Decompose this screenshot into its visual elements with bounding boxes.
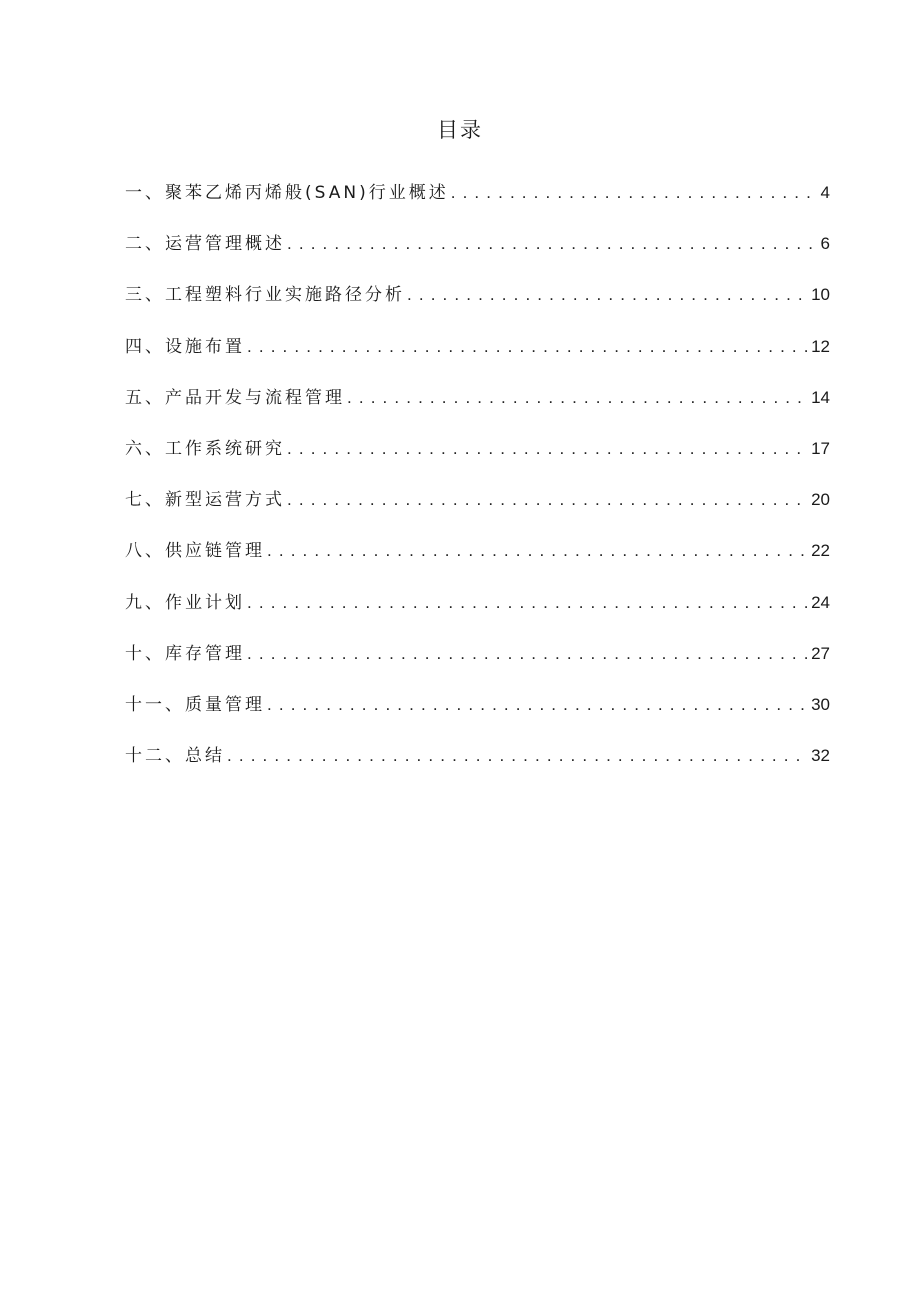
toc-entry-label: 聚苯乙烯丙烯般(SAN)行业概述 [165, 183, 449, 203]
toc-entry-page: 4 [820, 183, 830, 202]
dot-leader [287, 432, 807, 466]
toc-entry-number: 十、 [125, 643, 165, 664]
toc-entry-number: 二、 [125, 234, 165, 255]
toc-list [125, 176, 830, 790]
toc-entry[interactable] [125, 330, 830, 381]
toc-entry-label: 新型运营方式 [165, 490, 285, 511]
toc-entry-page: 20 [811, 490, 830, 510]
toc-entry-number: 九、 [125, 592, 165, 613]
toc-entry-number: 四、 [125, 336, 165, 357]
toc-entry-label: 工程塑料行业实施路径分析 [165, 285, 405, 306]
toc-entry-page: 22 [811, 541, 830, 561]
dot-leader [247, 637, 807, 671]
toc-entry[interactable] [125, 586, 830, 637]
toc-entry-page: 14 [811, 387, 830, 407]
toc-entry[interactable] [125, 432, 830, 483]
toc-entry-page: 10 [811, 285, 830, 305]
toc-entry-label: 运营管理概述 [165, 234, 285, 255]
dot-leader [287, 483, 807, 517]
toc-entry-label: 设施布置 [165, 336, 245, 357]
toc-entry[interactable] [125, 381, 830, 432]
toc-entry-page: 27 [811, 643, 830, 663]
toc-entry-number: 八、 [125, 541, 165, 562]
toc-entry-page: 32 [811, 746, 830, 766]
toc-entry-number: 十一、 [125, 694, 185, 715]
dot-leader [451, 176, 817, 210]
toc-entry-page: 24 [811, 592, 830, 612]
toc-entry-number: 一、 [125, 183, 165, 203]
toc-entry-page: 17 [811, 438, 830, 458]
toc-entry-label: 质量管理 [185, 694, 265, 715]
dot-leader [227, 739, 807, 773]
toc-entry-number: 五、 [125, 387, 165, 408]
toc-entry[interactable] [125, 637, 830, 688]
toc-title: 目录 [437, 118, 483, 142]
dot-leader [407, 278, 807, 312]
toc-entry-page: 6 [820, 234, 830, 254]
toc-entry-number: 六、 [125, 438, 165, 459]
toc-entry-label: 工作系统研究 [165, 438, 285, 459]
toc-entry-label: 供应链管理 [165, 541, 265, 562]
toc-entry-number: 三、 [125, 285, 165, 306]
toc-entry-page: 12 [811, 336, 830, 356]
toc-entry-label: 作业计划 [165, 592, 245, 613]
dot-leader [347, 381, 807, 415]
toc-entry-label: 库存管理 [165, 643, 245, 664]
toc-entry[interactable] [125, 278, 830, 329]
toc-entry-number: 七、 [125, 490, 165, 511]
toc-entry[interactable] [125, 176, 830, 227]
toc-entry-page: 30 [811, 694, 830, 714]
dot-leader [247, 330, 807, 364]
toc-entry[interactable] [125, 227, 830, 278]
dot-leader [267, 688, 807, 722]
toc-entry[interactable] [125, 688, 830, 739]
toc-entry-label: 总结 [185, 746, 225, 767]
toc-entry-number: 十二、 [125, 746, 185, 767]
toc-entry-label: 产品开发与流程管理 [165, 387, 345, 408]
toc-entry[interactable] [125, 534, 830, 585]
dot-leader [267, 534, 807, 568]
dot-leader [247, 586, 807, 620]
toc-entry[interactable] [125, 739, 830, 790]
toc-entry[interactable] [125, 483, 830, 534]
dot-leader [287, 227, 817, 261]
